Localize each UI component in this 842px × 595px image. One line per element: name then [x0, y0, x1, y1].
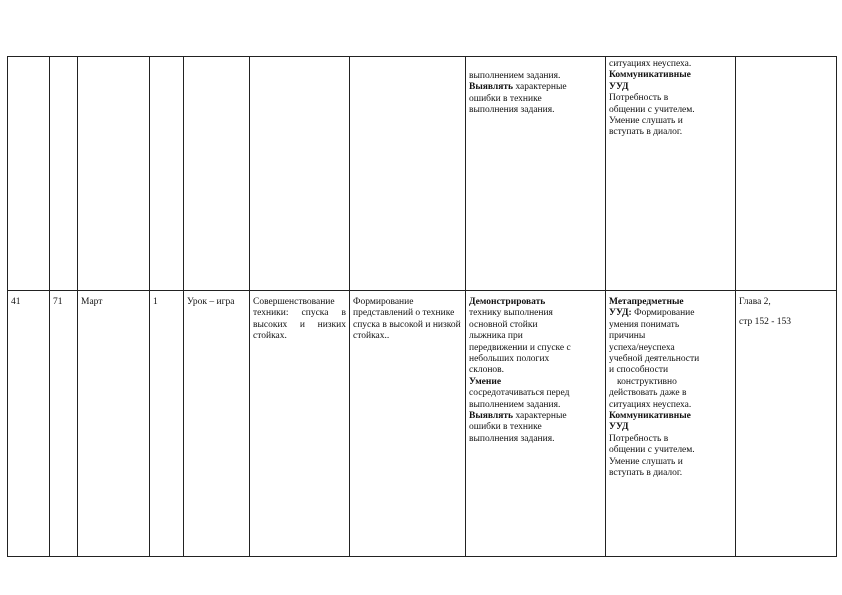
cell-empty [78, 57, 150, 291]
cell-text-line: сосредотачиваться перед [469, 388, 570, 399]
cell-text-line: Умение [469, 376, 502, 387]
cell-empty [736, 57, 837, 291]
cell-text-line: Потребность в [609, 93, 669, 104]
cell-text-line: УУД [609, 422, 629, 433]
lines [609, 297, 732, 480]
cell-empty [250, 57, 350, 291]
cell-text-line: Умение слушать и [609, 116, 683, 127]
cell-text-line: Демонстрировать [469, 297, 546, 307]
lesson-plan-table [7, 56, 837, 557]
cell-empty [150, 57, 184, 291]
cell-text-line: учебной деятельности [609, 354, 700, 365]
cell-text-line: Выявлять характерные [469, 82, 567, 93]
cell-empty [184, 57, 250, 291]
cell-text-line: выполнения задания. [469, 433, 555, 444]
cell-text-line: ситуациях неуспеха. [609, 59, 692, 69]
cell-text-line: лыжника при [469, 331, 523, 342]
cell-text-line: выполнения задания. [469, 105, 555, 116]
cell-month: Март [78, 291, 150, 557]
cell-lesson-topic: Совершенствование техники: спуска в высоких и низких стойках. [250, 291, 350, 557]
cell-empty [50, 57, 78, 291]
cell-text-line: Умение слушать и [609, 456, 683, 467]
cell-text-line: выполнением задания. [469, 71, 561, 81]
cell-lesson-type: Урок – игра [184, 291, 250, 557]
cell-row-number: 41 [8, 291, 50, 557]
cell-text-line: технику выполнения [469, 308, 553, 319]
cell-text-line: успеха/неуспеха [609, 342, 675, 353]
cell-lesson-number: 71 [50, 291, 78, 557]
cell-uud-continued [606, 57, 736, 291]
table-row-continued [8, 57, 837, 291]
cell-text-line: небольших пологих [469, 354, 550, 365]
cell-text-line: Метапредметные [609, 297, 684, 307]
cell-text-line: и способности [609, 365, 669, 376]
cell-text-line: Коммуникативные [609, 411, 691, 422]
cell-text-line: ситуациях неуспеха. [609, 399, 692, 410]
cell-uud [606, 291, 736, 557]
cell-hours: 1 [150, 291, 184, 557]
cell-text-line: общении с учителем. [609, 445, 695, 456]
ref-pages: стр 152 - 153 [739, 317, 792, 328]
cell-text-line: Потребность в [609, 433, 669, 444]
cell-lesson-goal: Формирование представлений о технике спуска в высокой и низкой стойках.. [350, 291, 466, 557]
lines [469, 71, 602, 117]
cell-text-line: ошибки в технике [469, 93, 542, 104]
cell-text-line: ошибки в технике [469, 422, 542, 433]
lines [469, 297, 602, 445]
table-row [8, 291, 837, 557]
cell-text-line: вступать в диалог. [609, 127, 683, 138]
cell-text-line: конструктивно [617, 376, 677, 387]
cell-text-line: причины [609, 331, 646, 342]
cell-text-line: общении с учителем. [609, 104, 695, 115]
cell-text-line: вступать в диалог. [609, 468, 683, 479]
cell-text-line: Выявлять характерные [469, 411, 567, 422]
cell-text-line: передвижении и спуске с [469, 342, 571, 353]
cell-text-line: склонов. [469, 365, 505, 376]
lines [609, 59, 732, 139]
cell-empty [350, 57, 466, 291]
cell-text-line: Коммуникативные [609, 70, 691, 81]
cell-text-line: УУД: Формирование [609, 308, 695, 319]
cell-text-line: основной стойки [469, 319, 538, 330]
cell-textbook-ref [736, 291, 837, 557]
cell-text-line: действовать даже в [609, 388, 687, 399]
cell-empty [8, 57, 50, 291]
cell-student-activity [466, 291, 606, 557]
cell-text-line: УУД [609, 81, 629, 92]
cell-text-line: умения понимать [609, 319, 680, 330]
cell-activity-continued [466, 57, 606, 291]
cell-text-line: выполнением задания. [469, 399, 561, 410]
ref-chapter: Глава 2, [739, 297, 771, 307]
